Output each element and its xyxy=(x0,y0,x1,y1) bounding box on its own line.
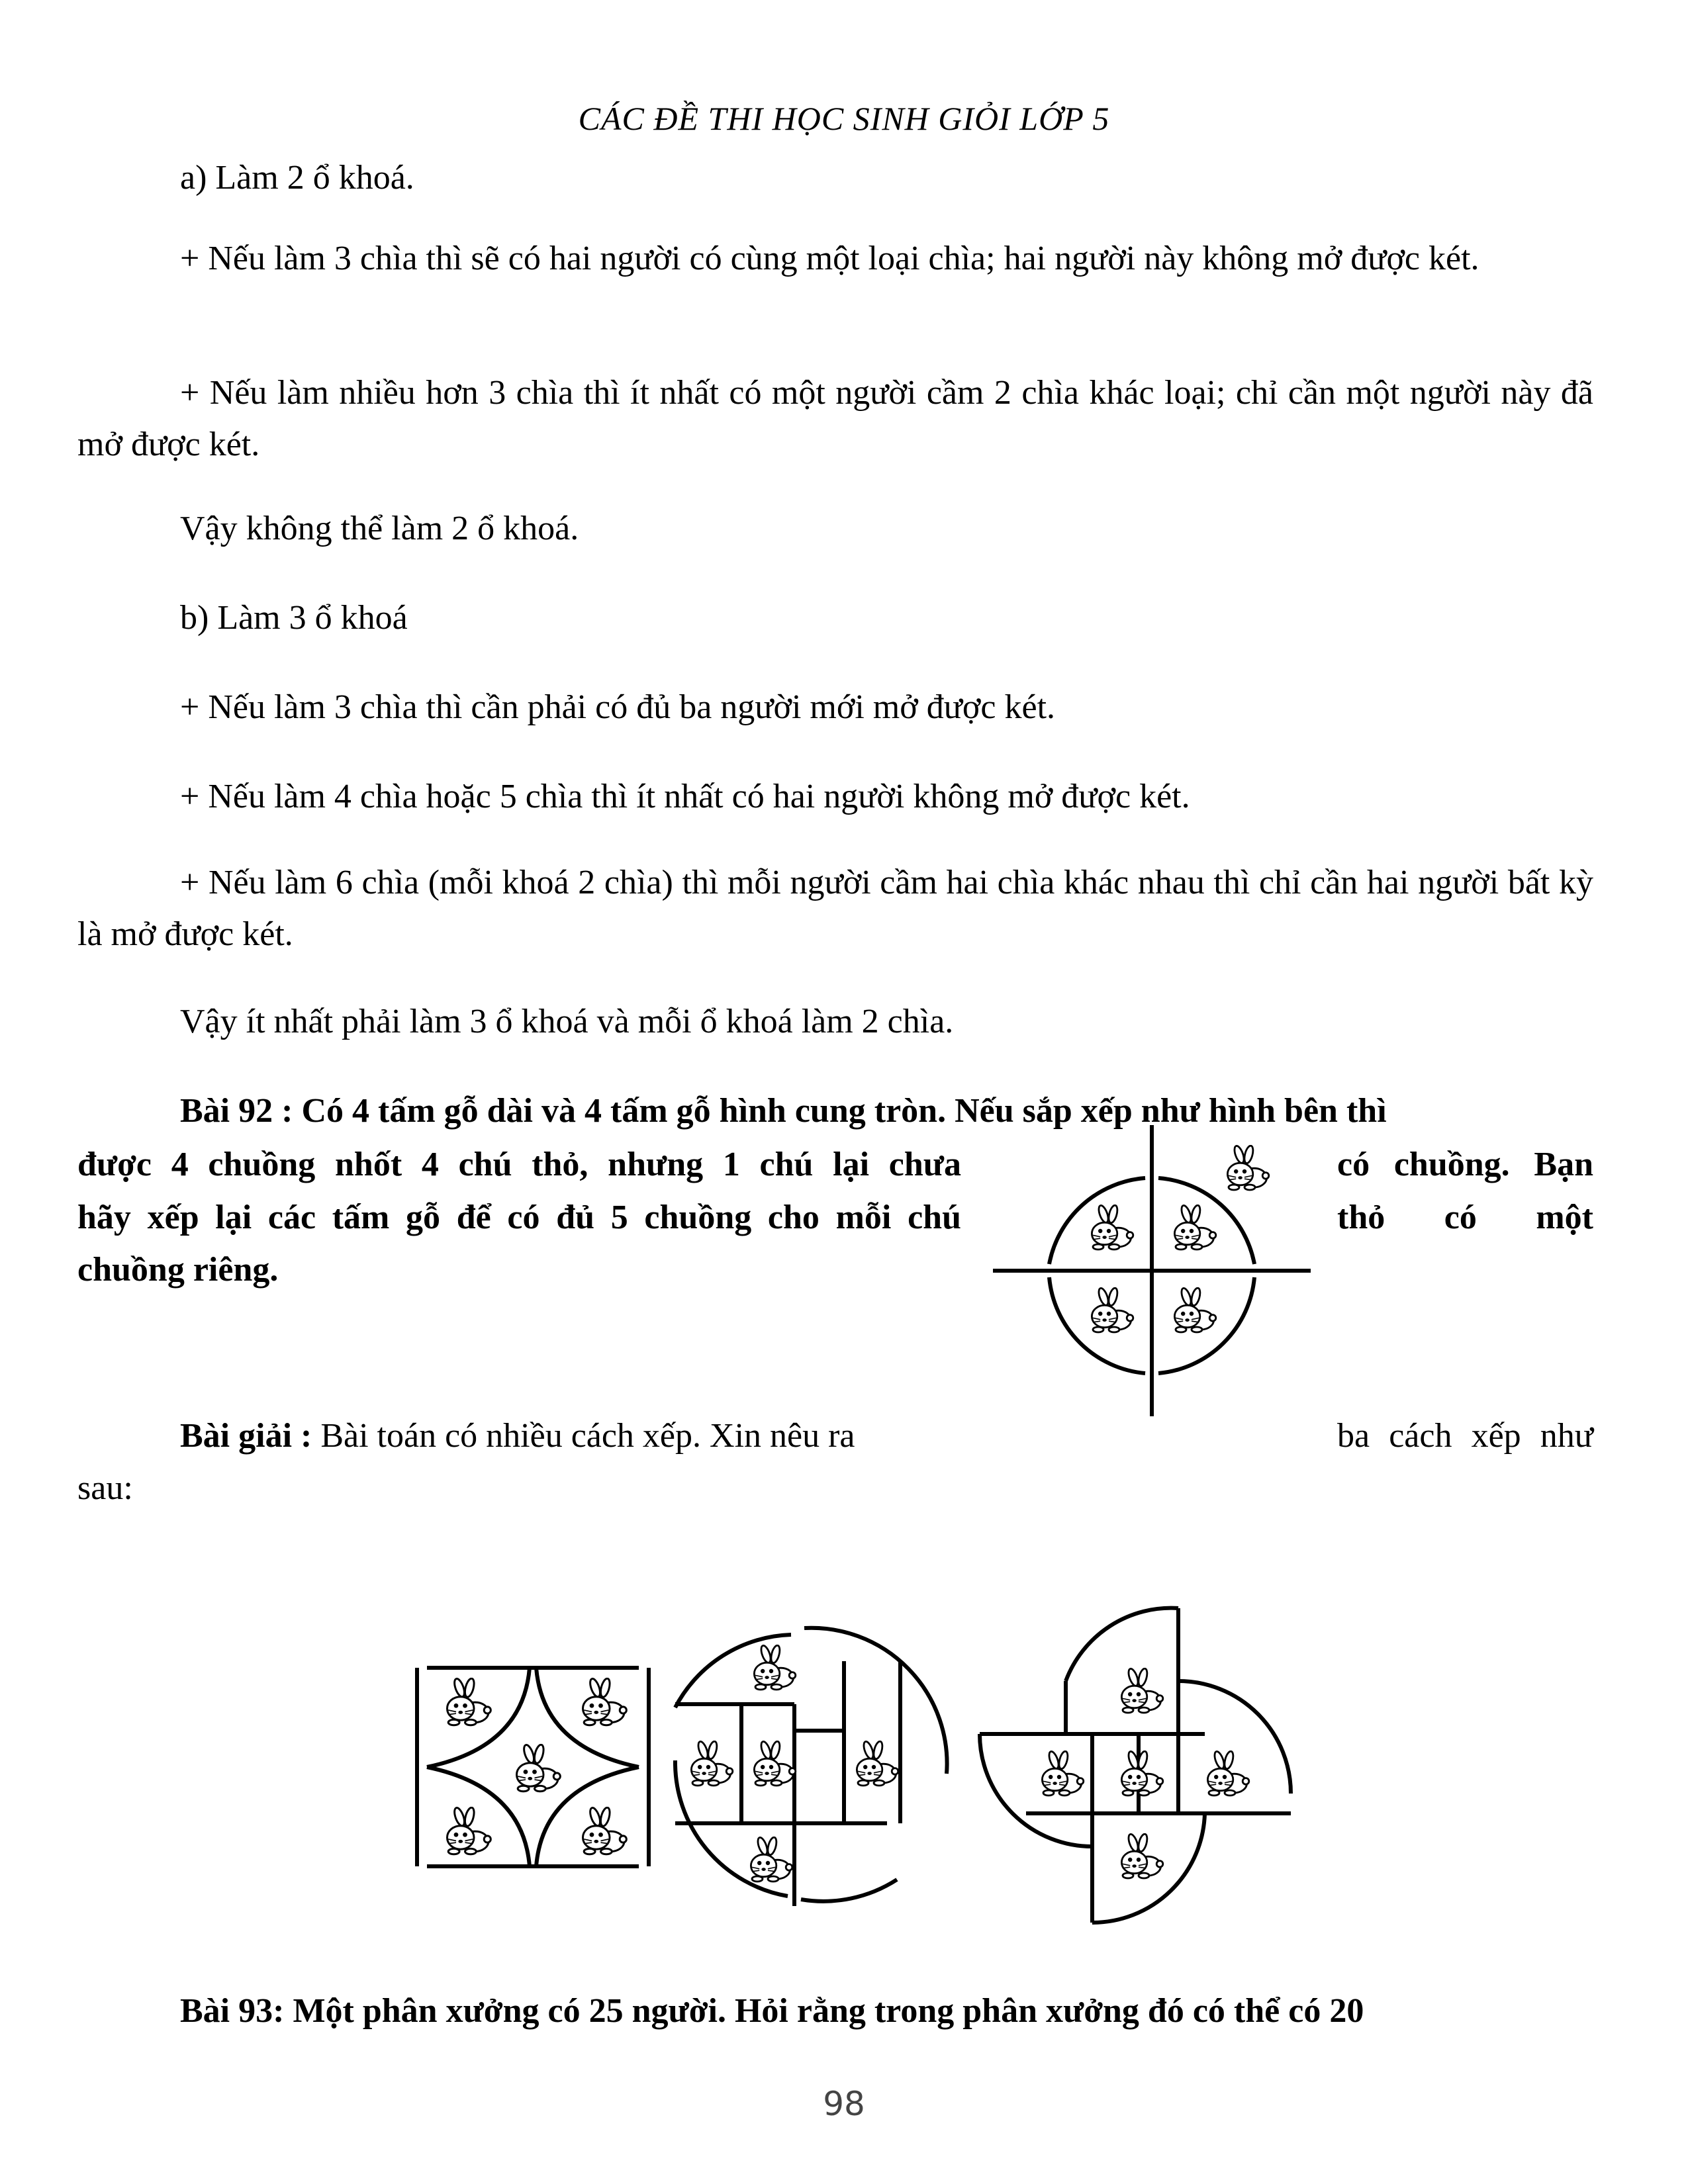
rabbit-icon xyxy=(1174,1205,1215,1250)
rabbit-icon xyxy=(1227,1145,1268,1190)
rabbit-icon xyxy=(583,1678,626,1725)
bai92-text: Bài 92 : Có 4 tấm gỗ dài và 4 tấm gỗ hình cung tròn. Nếu sắp xếp như hình bên thì xyxy=(180,1092,1387,1130)
paragraph-2 xyxy=(77,233,1593,285)
paragraph-5 xyxy=(77,592,1593,644)
rabbit-icon xyxy=(1121,1833,1162,1878)
solution-label: Bài giải : xyxy=(180,1417,312,1455)
bai92-left4: chuồng riêng. xyxy=(77,1251,279,1289)
rabbit-icon xyxy=(1207,1751,1248,1796)
rabbit-icon xyxy=(447,1807,491,1854)
bai92-left3: hãy xếp lại các tấm gỗ để có đủ 5 chuồng cho mỗi chú xyxy=(77,1199,961,1236)
paragraph-text: + Nếu làm 4 chìa hoặc 5 chìa thì ít nhất có hai người không mở được két. xyxy=(180,778,1190,815)
rabbit-icon xyxy=(1174,1287,1215,1332)
rabbit-icon xyxy=(1042,1751,1083,1796)
paragraph-text: + Nếu làm 3 chìa thì sẽ có hai người có cùng một loại chìa; hai người này không mở được két. xyxy=(180,240,1479,277)
paragraph-text: a) Làm 2 ổ khoá. xyxy=(180,159,414,197)
bai92-line1 xyxy=(77,1085,1593,1137)
bai93-text: Bài 93: Một phân xưởng có 25 người. Hỏi rằng trong phân xưởng đó có thể có 20 xyxy=(180,1992,1364,2030)
rabbit-icon xyxy=(691,1741,732,1786)
solution-right: ba cách xếp như xyxy=(1337,1417,1593,1455)
rabbit-icon xyxy=(583,1807,626,1854)
paragraph-4 xyxy=(77,503,1593,555)
rabbit-icon xyxy=(447,1678,491,1725)
rabbit-icon xyxy=(1092,1205,1133,1250)
bai93-line xyxy=(77,1985,1593,2037)
figure-solutions xyxy=(410,1602,1324,1933)
page-header: CÁC ĐỀ THI HỌC SINH GIỎI LỚP 5 xyxy=(578,100,1110,137)
arc-top-left xyxy=(1049,1178,1145,1264)
rabbit-icon xyxy=(754,1741,795,1786)
paragraph-6 xyxy=(77,682,1593,733)
rabbit-icon xyxy=(754,1645,795,1690)
bai92-right3: thỏ có một xyxy=(1337,1199,1593,1236)
solution-cont: sau: xyxy=(77,1469,133,1507)
solution-text: Bài toán có nhiều cách xếp. Xin nêu ra xyxy=(312,1417,855,1455)
paragraph-text: Vậy không thể làm 2 ổ khoá. xyxy=(180,510,579,547)
rabbit-icon xyxy=(1121,1668,1162,1713)
paragraph-3 xyxy=(77,367,1593,471)
paragraph-text: + Nếu làm 3 chìa thì cần phải có đủ ba người mới mở được két. xyxy=(180,688,1056,726)
paragraph-text: b) Làm 3 ổ khoá xyxy=(180,599,408,637)
figure-original-arrangement xyxy=(980,1118,1324,1423)
paragraph-8 xyxy=(77,857,1593,960)
rabbit-icon xyxy=(857,1741,898,1786)
rabbit-icon xyxy=(1121,1751,1162,1796)
solution-line xyxy=(77,1410,961,1463)
rabbit-icon xyxy=(516,1744,560,1792)
paragraph-9 xyxy=(77,996,1593,1048)
bai92-left2: được 4 chuồng nhốt 4 chú thỏ, nhưng 1 chú lại chưa xyxy=(77,1146,961,1183)
paragraph-text: + Nếu làm nhiều hơn 3 chìa thì ít nhất có một người cầm 2 chìa khác loại; chỉ cần một người này đã mở được két. xyxy=(77,374,1593,463)
paragraph-1 xyxy=(77,152,1593,204)
paragraph-text: + Nếu làm 6 chìa (mỗi khoá 2 chìa) thì mỗi người cầm hai chìa khác nhau thì chỉ cần hai người bất kỳ là mở được két. xyxy=(77,864,1593,953)
arc-top-right xyxy=(1158,1178,1254,1264)
page-number: 98 xyxy=(823,2085,865,2123)
paragraph-text: Vậy ít nhất phải làm 3 ổ khoá và mỗi ổ khoá làm 2 chìa. xyxy=(180,1003,954,1040)
bai92-right2: có chuồng. Bạn xyxy=(1337,1146,1593,1183)
rabbit-icon xyxy=(1092,1287,1133,1332)
paragraph-7 xyxy=(77,771,1593,823)
rabbit-icon xyxy=(751,1837,792,1882)
